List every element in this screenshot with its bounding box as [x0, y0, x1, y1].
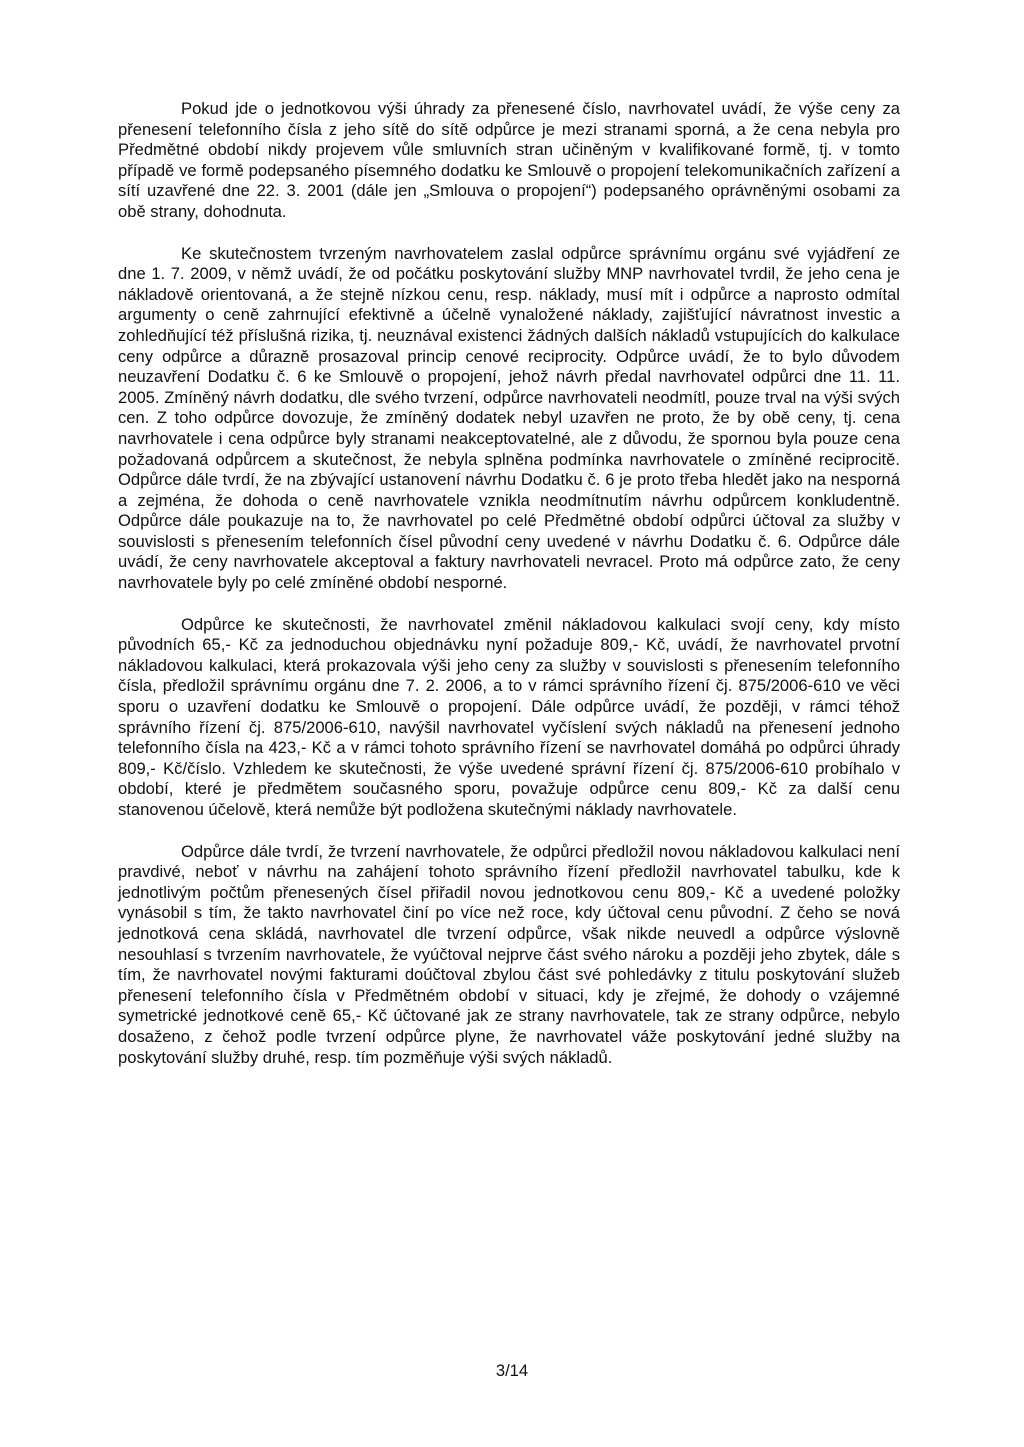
paragraph-1: Pokud jde o jednotkovou výši úhrady za přenesené číslo, navrhovatel uvádí, že výše ceny za přenesení telefonního čísla z jeho sítě do sítě odpůrce je mezi stranami sporná, a že cena nebyla pro Předmětné období nikdy projevem vůle smluvních stran učiněným v kvalifikované formě, tj. v tomto případě ve formě podepsaného písemného dodatku ke Smlouvě o propojení telekomunikačních zařízení a sítí uzavřené dne 22. 3. 2001 (dále jen „Smlouva o propojení“) podepsaného oprávněnými osobami za obě strany, dohodnuta. [118, 99, 900, 221]
paragraph-3: Odpůrce ke skutečnosti, že navrhovatel změnil nákladovou kalkulaci svojí ceny, kdy místo původních 65,- Kč za jednoduchou objednávku nyní požaduje 809,- Kč, uvádí, že navrhovatel prvotní nákladovou kalkulaci, která prokazovala výši jeho ceny za služby v souvislosti s přenesením telefonního čísla, předložil správnímu orgánu dne 7. 2. 2006, a to v rámci správního řízení čj. 875/2006-610 ve věci sporu o uzavření dodatku ke Smlouvě o propojení. Dále odpůrce uvádí, že později, v rámci téhož správního řízení čj. 875/2006-610, navýšil navrhovatel vyčíslení svých nákladů na přenesení jednoho telefonního čísla na 423,- Kč a v rámci tohoto správního řízení se navrhovatel domáhá po odpůrci úhrady 809,- Kč/číslo. Vzhledem ke skutečnosti, že výše uvedené správní řízení čj. 875/2006-610 probíhalo v období, které je předmětem současného sporu, považuje odpůrce cenu 809,- Kč za další cenu stanovenou účelově, která nemůže být podložena skutečnými náklady navrhovatele. [118, 614, 900, 819]
paragraph-4: Odpůrce dále tvrdí, že tvrzení navrhovatele, že odpůrci předložil novou nákladovou kalkulaci není pravdivé, neboť v návrhu na zahájení tohoto správního řízení předložil navrhovatel tabulku, kde k jednotlivým počtům přenesených čísel přiřadil novou jednotkovou cenu 809,- Kč a uvedené položky vynásobil s tím, že takto navrhovatel činí po více než roce, kdy účtoval cenu původní. Z čeho se nová jednotková cena skládá, navrhovatel dle tvrzení odpůrce, však nikde neuvedl a odpůrce výslovně nesouhlasí s tvrzením navrhovatele, že vyúčtoval nejprve část svého nároku a později jeho zbytek, dále s tím, že navrhovatel novými fakturami doúčtoval zbylou část své pohledávky z titulu poskytování služeb přenesení telefonního čísla v Předmětném období v situaci, kdy je zřejmé, že dohody o vzájemné symetrické jednotkové ceně 65,- Kč účtované jak ze strany navrhovatele, tak ze strany odpůrce, nebylo dosaženo, z čehož podle tvrzení odpůrce plyne, že navrhovatel váže poskytování jedné služby na poskytování služby druhé, resp. tím pozměňuje výši svých nákladů. [118, 841, 900, 1067]
paragraph-2: Ke skutečnostem tvrzeným navrhovatelem zaslal odpůrce správnímu orgánu své vyjádření ze dne 1. 7. 2009, v němž uvádí, že od počátku poskytování služby MNP navrhovatel tvrdil, že jeho cena je nákladově orientovaná, a že stejně nízkou cenu, resp. náklady, musí mít i odpůrce a naprosto odmítal argumenty o ceně zahrnující efektivně a účelně vynaložené náklady, zajišťující návratnost investic a zohledňující též příslušná rizika, tj. neuznával existenci žádných dalších nákladů vstupujících do kalkulace ceny odpůrce a důrazně prosazoval princip cenové reciprocity. Odpůrce uvádí, že to bylo důvodem neuzavření Dodatku č. 6 ke Smlouvě o propojení, jehož návrh předal navrhovatel odpůrci dne 11. 11. 2005. Zmíněný návrh dodatku, dle svého tvrzení, odpůrce navrhovateli neodmítl, pouze trval na výši svých cen. Z toho odpůrce dovozuje, že zmíněný dodatek nebyl uzavřen ne proto, že by obě ceny, tj. cena navrhovatele i cena odpůrce byly stranami neakceptovatelné, ale z důvodu, že spornou byla pouze cena požadovaná odpůrcem a skutečnost, že nebyla splněna podmínka navrhovatele o zmíněné reciprocitě. Odpůrce dále tvrdí, že na zbývající ustanovení návrhu Dodatku č. 6 je proto třeba hledět jako na nesporná a zejména, že dohoda o ceně navrhovatele vznikla neodmítnutím návrhu odpůrcem konkludentně. Odpůrce dále poukazuje na to, že navrhovatel po celé Předmětné období odpůrci účtoval za služby v souvislosti s přenesením telefonních čísel původní ceny uvedené v návrhu Dodatku č. 6. Odpůrce dále uvádí, že ceny navrhovatele akceptoval a faktury navrhovateli nevracel. Proto má odpůrce zato, že ceny navrhovatele byly po celé zmíněné období nesporné. [118, 243, 900, 593]
document-body [118, 99, 900, 1068]
page-number: 3/14 [495, 1361, 529, 1380]
